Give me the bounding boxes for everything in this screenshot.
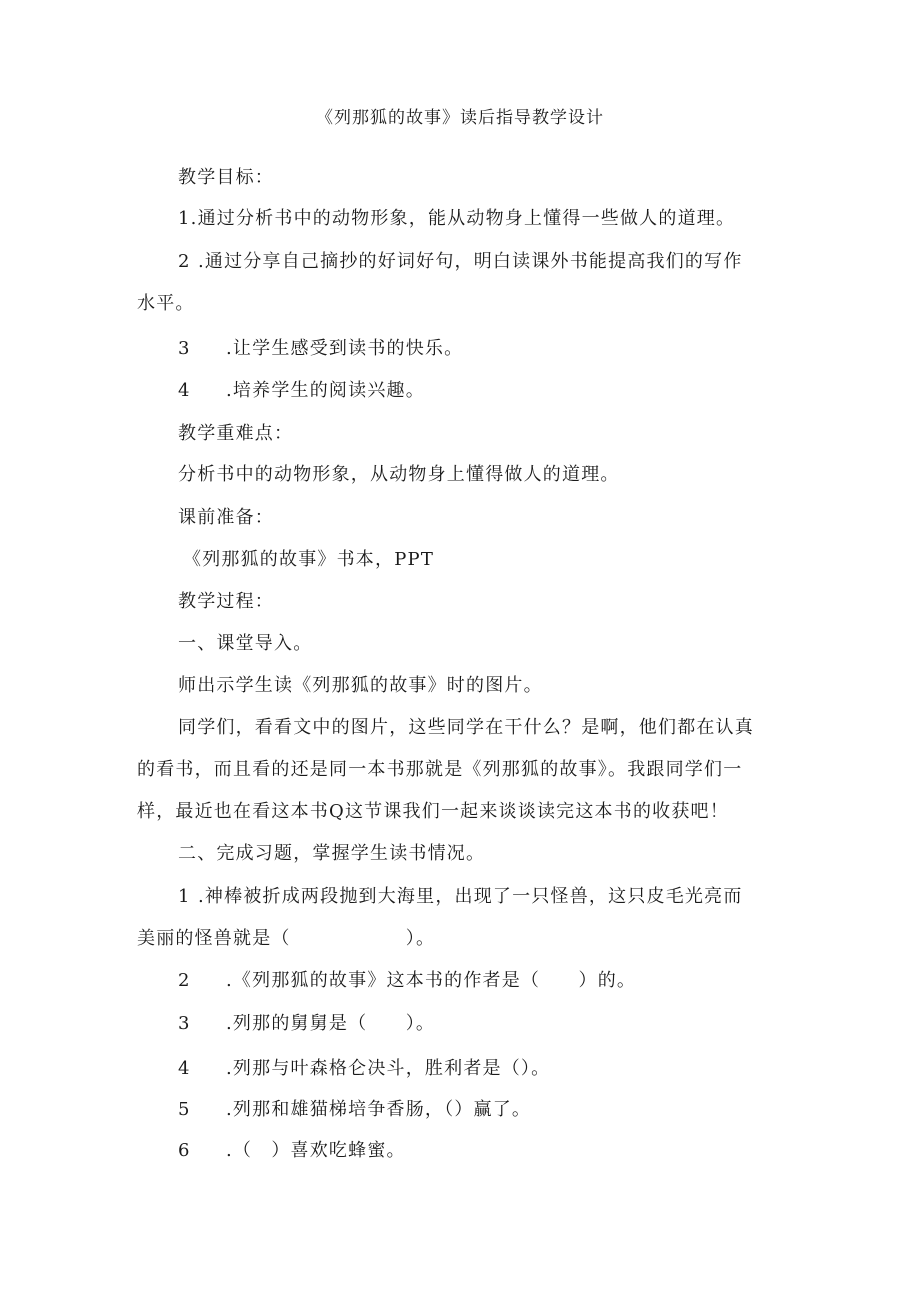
exercise-1-continued: 美丽的怪兽就是（ ）。 bbox=[137, 928, 436, 949]
section-1-paragraph-line-3: 样，最近也在看这本书Q这节课我们一起来谈谈读完这本书的收获吧！ bbox=[137, 801, 729, 822]
objective-item-4 bbox=[178, 379, 425, 403]
objective-item-1 bbox=[178, 207, 735, 231]
exercise-text: .列那和雄猫梯培争香肠，（）赢了。 bbox=[226, 1099, 532, 1120]
objective-item-2 bbox=[178, 250, 743, 274]
exercise-number: 2 bbox=[178, 970, 191, 991]
objective-item-2-continued bbox=[137, 292, 195, 316]
exercise-text: .列那的舅舅是（ ）。 bbox=[226, 1013, 436, 1034]
exercise-text: .《列那狐的故事》这本书的作者是（ ）的。 bbox=[226, 970, 637, 991]
exercise-number: 4 bbox=[178, 1058, 191, 1079]
objective-text: .让学生感受到读书的快乐。 bbox=[226, 338, 464, 359]
section-1-line-1: 师出示学生读《列那狐的故事》时的图片。 bbox=[178, 675, 543, 696]
section-1-heading: 一、课堂导入。 bbox=[178, 633, 313, 654]
section-1-paragraph-line-1: 同学们，看看文中的图片，这些同学在干什么？是啊，他们都在认真 bbox=[178, 717, 754, 738]
objective-text: 1.通过分析书中的动物形象，能从动物身上懂得一些做人的道理。 bbox=[178, 208, 736, 229]
exercise-2 bbox=[178, 969, 636, 993]
preparation-heading: 课前准备： bbox=[178, 507, 274, 528]
objective-number: 2 bbox=[178, 251, 191, 272]
exercise-number: 1 bbox=[178, 886, 191, 907]
objective-number: 3 bbox=[178, 338, 191, 359]
exercise-number: 3 bbox=[178, 1013, 191, 1034]
exercise-text: .（ ）喜欢吃蜂蜜。 bbox=[226, 1140, 406, 1161]
exercise-3 bbox=[178, 1012, 435, 1036]
key-points-text: 分析书中的动物形象，从动物身上懂得做人的道理。 bbox=[178, 464, 620, 485]
key-points-heading: 教学重难点： bbox=[178, 423, 294, 444]
objective-text: .通过分享自己摘抄的好词好句，明白读课外书能提高我们的写作 bbox=[198, 251, 743, 272]
exercise-text: .列那与叶森格仑决斗，胜利者是（）。 bbox=[226, 1058, 551, 1079]
exercise-text: .神棒被折成两段抛到大海里，出现了一只怪兽，这只皮毛光亮而 bbox=[198, 886, 743, 907]
exercise-4 bbox=[178, 1057, 550, 1081]
exercise-5 bbox=[178, 1098, 531, 1122]
document-title: 《列那狐的故事》读后指导教学设计 bbox=[316, 108, 604, 128]
preparation-text: 《列那狐的故事》书本，PPT bbox=[183, 549, 435, 570]
objective-item-3 bbox=[178, 337, 463, 361]
objective-number: 4 bbox=[178, 380, 191, 401]
exercise-1 bbox=[178, 885, 743, 909]
objectives-heading: 教学目标： bbox=[178, 167, 274, 188]
objective-text: .培养学生的阅读兴趣。 bbox=[226, 380, 425, 401]
process-heading: 教学过程： bbox=[178, 591, 274, 612]
section-1-paragraph-line-2: 的看书，而且看的还是同一本书那就是《列那狐的故事》。我跟同学们一 bbox=[137, 759, 743, 780]
section-2-heading: 二、完成习题，掌握学生读书情况。 bbox=[178, 843, 486, 864]
exercise-number: 6 bbox=[178, 1140, 191, 1161]
objective-text: 水平。 bbox=[137, 293, 195, 314]
exercise-number: 5 bbox=[178, 1099, 191, 1120]
exercise-6 bbox=[178, 1139, 406, 1163]
